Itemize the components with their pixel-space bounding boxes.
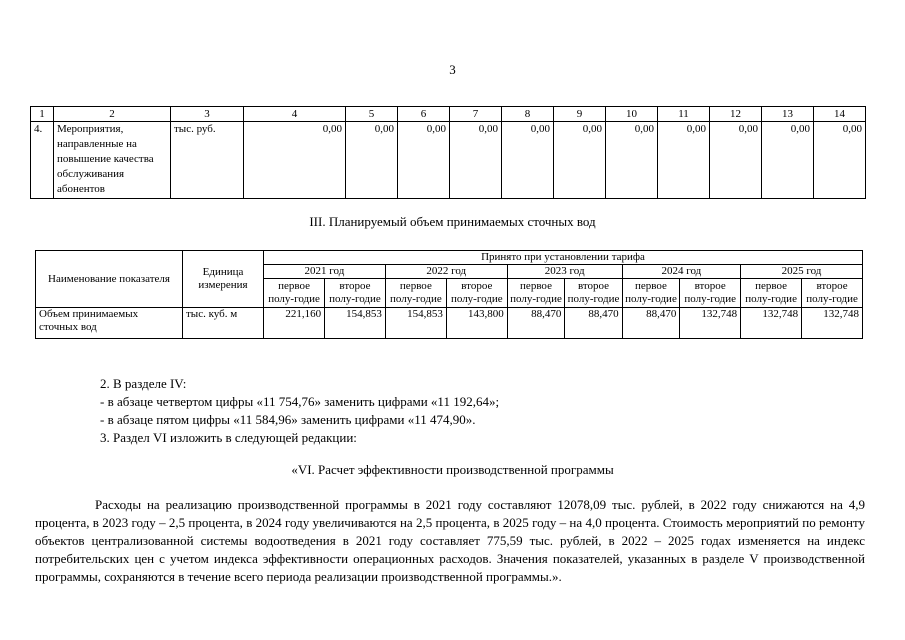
paragraph: 3. Раздел VI изложить в следующей редакции: [100, 430, 357, 445]
table-header-row [36, 251, 863, 265]
column-number: 2 [54, 107, 171, 122]
column-number: 5 [346, 107, 398, 122]
column-number: 12 [710, 107, 762, 122]
year-header: 2025 год [741, 265, 863, 279]
cell-value: 0,00 [762, 122, 814, 199]
cell-value: 88,470 [507, 308, 565, 339]
cell-value: 88,470 [565, 308, 622, 339]
column-number: 7 [450, 107, 502, 122]
year-header: 2023 год [507, 265, 622, 279]
column-number: 4 [244, 107, 346, 122]
column-number: 13 [762, 107, 814, 122]
cell-value: 143,800 [446, 308, 507, 339]
cell-value: 0,00 [502, 122, 554, 199]
paragraph: - в абзаце четвертом цифры «11 754,76» заменить цифрами «11 192,64»; [100, 394, 500, 409]
half-year-header: второе полу-годие [802, 279, 863, 308]
cell-value: 0,00 [450, 122, 502, 199]
cell-value: 132,748 [680, 308, 741, 339]
column-number: 6 [398, 107, 450, 122]
column-number: 9 [554, 107, 606, 122]
column-number: 8 [502, 107, 554, 122]
half-year-header: первое полу-годие [622, 279, 680, 308]
section-3-title: III. Планируемый объем принимаемых сточных вод [309, 214, 596, 229]
half-year-header: второе полу-годие [446, 279, 507, 308]
cell-value: 0,00 [814, 122, 866, 199]
cell-value: 0,00 [710, 122, 762, 199]
cell-value: 0,00 [658, 122, 710, 199]
year-header: 2024 год [622, 265, 740, 279]
paragraph: - в абзаце пятом цифры «11 584,96» заменить цифрами «11 474,90». [100, 412, 476, 427]
col-unit-header: Единица измерения [183, 251, 264, 308]
measures-table [30, 106, 866, 199]
section-6-title: «VI. Расчет эффективности производственной программы [291, 462, 614, 477]
cell-value: 0,00 [554, 122, 606, 199]
row-number: 4. [31, 122, 54, 199]
column-number: 11 [658, 107, 710, 122]
table-row [36, 308, 863, 339]
column-number: 14 [814, 107, 866, 122]
cell-value: 0,00 [398, 122, 450, 199]
cell-value: 0,00 [346, 122, 398, 199]
table-row [31, 122, 866, 199]
cell-value: 132,748 [802, 308, 863, 339]
half-year-header: первое полу-годие [507, 279, 565, 308]
half-year-header: первое полу-годие [385, 279, 446, 308]
paragraph: 2. В разделе IV: [100, 376, 187, 391]
cell-value: 154,853 [325, 308, 386, 339]
cell-value: 154,853 [385, 308, 446, 339]
column-number: 1 [31, 107, 54, 122]
cell-value: 132,748 [741, 308, 802, 339]
cell-value: 0,00 [244, 122, 346, 199]
section-6-paragraph: Расходы на реализацию производственной программы в 2021 году составляют 12078,09 тыс. рублей, в 2022 году снижаются на 4,9 процента, в 2023 году – 2,5 процента, в 2024 году увеличиваются на 2,5 процента, в 2025 году – на 4,0 процента. Стоимость мероприятий по ремонту объектов централизованной системы водоотведения в 2021 году составляет 775,59 тыс. рублей, в 2022 – 2025 годах изменяется на индекс потребительских цен с учетом индекса эффективности операционных расходов. Значения показателей, указанных в разделе V производственной программы, сохраняются в течение всего периода реализации производственной программы.». [35, 497, 865, 584]
half-year-header: первое полу-годие [741, 279, 802, 308]
row-unit: тыс. куб. м [183, 308, 264, 339]
row-unit: тыс. руб. [171, 122, 244, 199]
year-header: 2021 год [264, 265, 386, 279]
wastewater-volume-table [35, 250, 863, 339]
group-header: Принято при установлении тарифа [264, 251, 863, 265]
cell-value: 88,470 [622, 308, 680, 339]
column-number: 10 [606, 107, 658, 122]
row-name: Мероприятия, направленные на повышение качества обслуживания абонентов [54, 122, 171, 199]
year-header: 2022 год [385, 265, 507, 279]
half-year-header: второе полу-годие [680, 279, 741, 308]
column-number: 3 [171, 107, 244, 122]
half-year-header: второе полу-годие [325, 279, 386, 308]
cell-value: 0,00 [606, 122, 658, 199]
half-year-header: второе полу-годие [565, 279, 622, 308]
half-year-header: первое полу-годие [264, 279, 325, 308]
col-name-header: Наименование показателя [36, 251, 183, 308]
cell-value: 221,160 [264, 308, 325, 339]
row-name: Объем принимаемых сточных вод [36, 308, 183, 339]
table-header-row [31, 107, 866, 122]
page-number: 3 [449, 62, 456, 77]
